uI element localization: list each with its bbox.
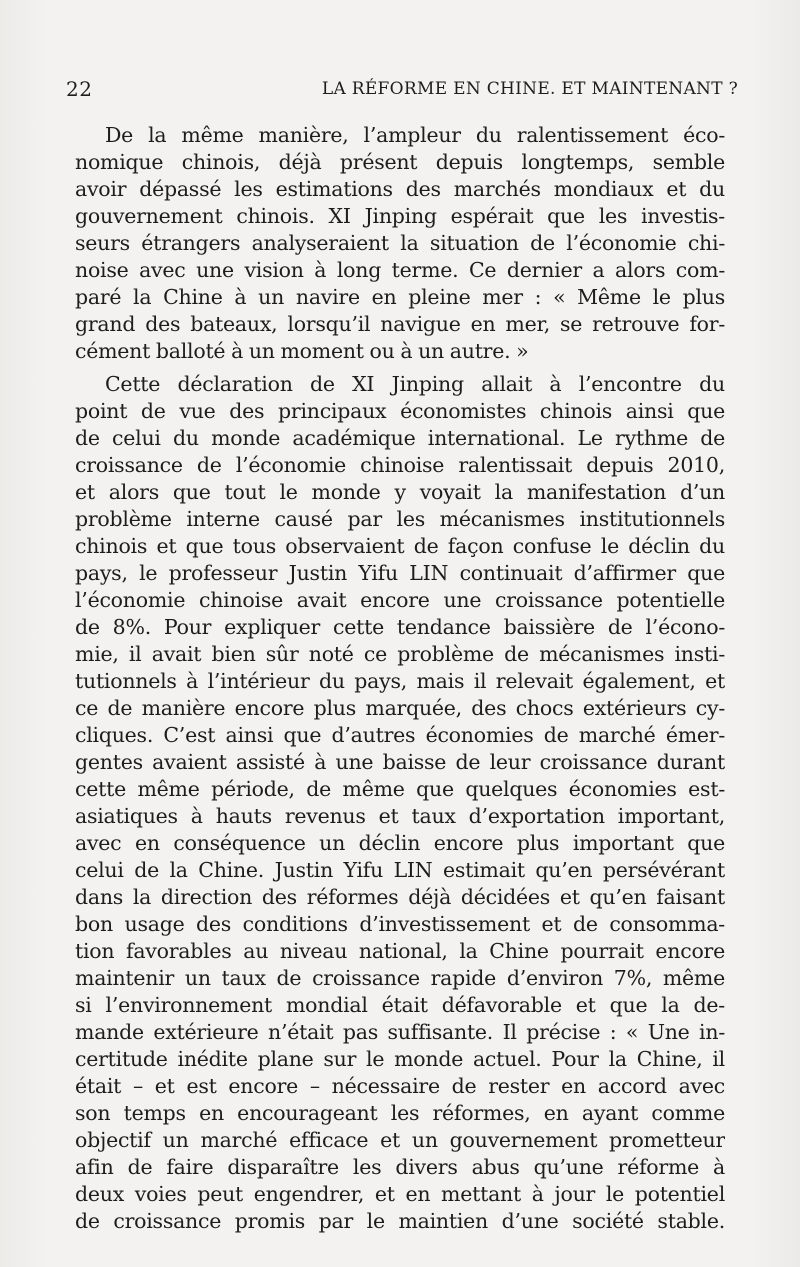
text-line: afin de faire disparaître les divers abus qu’une réforme à: [75, 1155, 725, 1179]
text-line: gouvernement chinois. XI Jinping espérait que les investis-: [75, 204, 725, 228]
text-line: nomique chinois, déjà présent depuis longtemps, semble: [75, 150, 725, 174]
text-line: deux voies peut engendrer, et en mettant à jour le potentiel: [75, 1182, 725, 1206]
text-line: pays, le professeur Justin Yifu LIN continuait d’affirmer que: [75, 561, 725, 585]
text-line: seurs étrangers analyseraient la situation de l’économie chi-: [75, 231, 725, 255]
paragraph: [75, 122, 725, 365]
text-line: de croissance promis par le maintien d’une société stable.: [75, 1209, 725, 1233]
text-line: tion favorables au niveau national, la Chine pourrait encore: [75, 939, 725, 963]
text-line: gentes avaient assisté à une baisse de leur croissance durant: [75, 750, 725, 774]
text-line: asiatiques à hauts revenus et taux d’exportation important,: [75, 804, 725, 828]
text-line: avoir dépassé les estimations des marchés mondiaux et du: [75, 177, 725, 201]
text-line: point de vue des principaux économistes chinois ainsi que: [75, 399, 725, 423]
text-line: mie, il avait bien sûr noté ce problème de mécanismes insti-: [75, 642, 725, 666]
text-line: bon usage des conditions d’investissement et de consomma-: [75, 912, 725, 936]
text-line: ce de manière encore plus marquée, des chocs extérieurs cy-: [75, 696, 725, 720]
text-line: noise avec une vision à long terme. Ce dernier a alors com-: [75, 258, 725, 282]
text-line: cément balloté à un moment ou à un autre. »: [75, 339, 529, 363]
text-line: était – et est encore – nécessaire de rester en accord avec: [75, 1074, 725, 1098]
text-line: Cette déclaration de XI Jinping allait à l’encontre du: [105, 372, 725, 396]
text-line: cliques. C’est ainsi que d’autres économies de marché émer-: [75, 723, 725, 747]
text-line: et alors que tout le monde y voyait la manifestation d’un: [75, 480, 725, 504]
text-line: croissance de l’économie chinoise ralentissait depuis 2010,: [75, 453, 725, 477]
text-line: de celui du monde académique international. Le rythme de: [75, 426, 725, 450]
text-line: maintenir un taux de croissance rapide d’environ 7%, même: [75, 966, 725, 990]
text-line: dans la direction des réformes déjà décidées et qu’en faisant: [75, 885, 725, 909]
text-line: tutionnels à l’intérieur du pays, mais il relevait également, et: [75, 669, 725, 693]
text-line: mande extérieure n’était pas suffisante. Il précise : « Une in-: [75, 1020, 725, 1044]
text-line: cette même période, de même que quelques économies est-: [75, 777, 725, 801]
text-line: celui de la Chine. Justin Yifu LIN estimait qu’en persévérant: [75, 858, 725, 882]
text-line: objectif un marché efficace et un gouvernement prometteur: [75, 1128, 725, 1152]
text-line: de 8%. Pour expliquer cette tendance baissière de l’écono-: [75, 615, 725, 639]
paragraph: [75, 371, 725, 1235]
text-line: grand des bateaux, lorsqu’il navigue en mer, se retrouve for-: [75, 312, 725, 336]
text-line: De la même manière, l’ampleur du ralentissement éco-: [105, 123, 725, 147]
text-line: si l’environnement mondial était défavorable et que la de-: [75, 993, 725, 1017]
text-line: certitude inédite plane sur le monde actuel. Pour la Chine, il: [75, 1047, 725, 1071]
page-number: 22: [66, 77, 93, 101]
page-header: [66, 76, 738, 102]
text-line: paré la Chine à un navire en pleine mer : « Même le plus: [75, 285, 725, 309]
running-title: LA RÉFORME EN CHINE. ET MAINTENANT ?: [321, 79, 738, 99]
text-line: l’économie chinoise avait encore une croissance potentielle: [75, 588, 725, 612]
text-line: son temps en encourageant les réformes, en ayant comme: [75, 1101, 725, 1125]
text-line: chinois et que tous observaient de façon confuse le déclin du: [75, 534, 725, 558]
text-line: avec en conséquence un déclin encore plus important que: [75, 831, 725, 855]
text-line: problème interne causé par les mécanismes institutionnels: [75, 507, 725, 531]
body-text: [75, 122, 725, 1241]
